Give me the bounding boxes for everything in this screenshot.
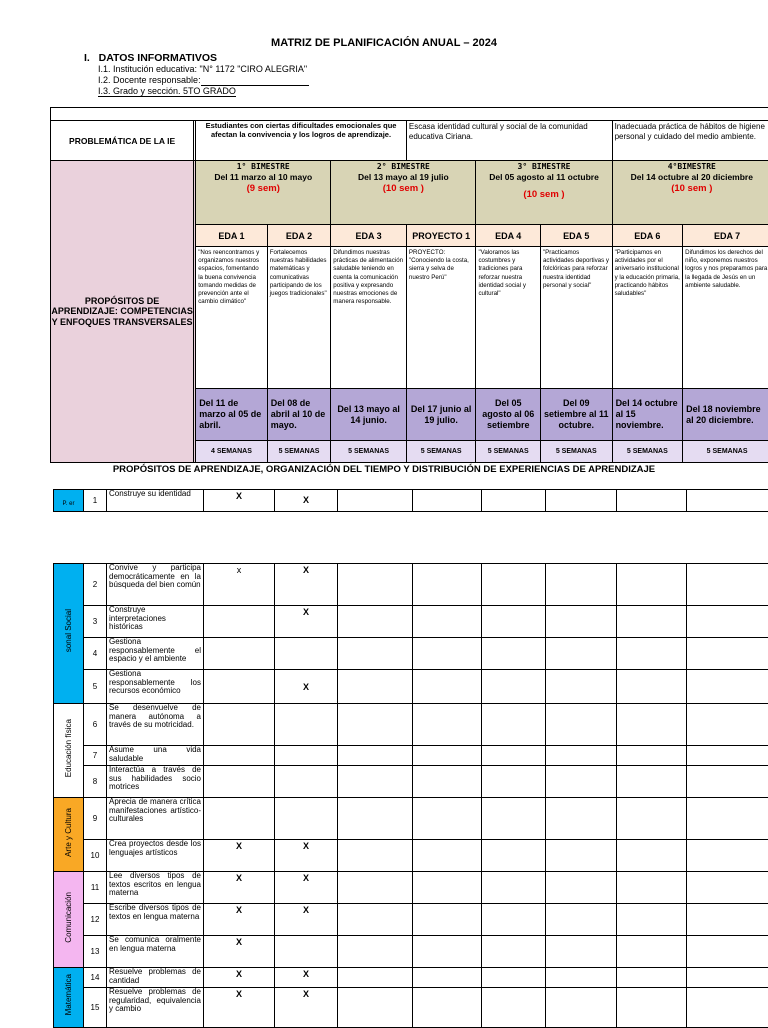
competency-4-number: 4 <box>84 638 107 670</box>
competency-1-number: 1 <box>84 490 107 512</box>
competency-2-number: 2 <box>84 564 107 606</box>
competency-13-number: 13 <box>84 936 107 968</box>
competency-13-eda-1-mark: X <box>204 936 275 968</box>
competency-2-text: Convive y participa democráticamente en la búsqueda del bien común <box>107 564 204 606</box>
competency-11-number: 11 <box>84 872 107 904</box>
eda-7-header: EDA 7 <box>683 225 768 247</box>
proyecto-1-purpose: PROYECTO: "Conociendo la costa, sierra y selva de nuestro Perú" <box>406 247 476 389</box>
area-comunicacion-label: Comunicación <box>64 892 73 943</box>
competency-7-text: Asume una vida saludable <box>107 746 204 766</box>
eda-1-weeks: 4 SEMANAS <box>196 441 268 463</box>
competency-6-number: 6 <box>84 704 107 746</box>
eda-4-header: EDA 4 <box>476 225 541 247</box>
document-title: MATRIZ DE PLANIFICACIÓN ANUAL – 2024 <box>0 37 768 49</box>
competency-14-eda-2-mark: X <box>275 968 338 988</box>
competency-10-text: Crea proyectos desde los lenguajes artísticos <box>107 840 204 872</box>
eda-4-weeks: 5 SEMANAS <box>476 441 541 463</box>
competency-12-eda-2-mark: X <box>275 904 338 936</box>
problem-identity: Escasa identidad cultural y social de la comunidad educativa Ciriana. <box>406 121 612 161</box>
competency-table-top <box>53 489 768 512</box>
competency-3-number: 3 <box>84 606 107 638</box>
eda-7-dates: Del 18 noviembre al 20 diciembre. <box>683 389 768 441</box>
eda-2-dates: Del 08 de abril al 10 de mayo. <box>267 389 331 441</box>
area-personal-social-top <box>54 490 84 512</box>
proyecto-1-weeks: 5 SEMANAS <box>406 441 476 463</box>
competency-6-text: Se desenvuelve de manera autónoma a través de su motricidad. <box>107 704 204 746</box>
competency-5-eda-2-mark: X <box>275 670 338 704</box>
competency-7-number: 7 <box>84 746 107 766</box>
proyecto-1-dates: Del 17 junio al 19 julio. <box>406 389 476 441</box>
bimestre-2-weeks: (10 sem ) <box>331 184 475 194</box>
bimestre-1-title: 1° BIMESTRE <box>196 162 330 172</box>
competency-12-eda-1-mark: X <box>204 904 275 936</box>
bimestre-3-range: Del 05 agosto al 11 octubre <box>476 172 611 182</box>
competency-12-number: 12 <box>84 904 107 936</box>
info-teacher <box>98 75 309 86</box>
info-institution: I.1. Institución educativa: "N° 1172 "CIRO ALEGRIA" <box>98 64 307 75</box>
eda-3-dates: Del 13 mayo al 14 junio. <box>331 389 407 441</box>
bimestre-2-range: Del 13 mayo al 19 julio <box>331 172 475 182</box>
teacher-blank-line <box>201 77 309 86</box>
competency-15-eda-2-mark: X <box>275 988 338 1028</box>
eda-6-purpose: "Participamos en actividades por el aniversario institucional y la educación primaria, practicando hábitos saludables" <box>612 247 683 389</box>
eda-1-dates: Del 11 de marzo al 05 de abril. <box>196 389 268 441</box>
competency-10-number: 10 <box>84 840 107 872</box>
area-matematica-label: Matemática <box>64 974 73 1015</box>
area-personal-social-label: sonal Social <box>64 609 73 652</box>
competency-14-text: Resuelve problemas de cantidad <box>107 968 204 988</box>
bimestre-3 <box>476 161 612 225</box>
competency-15-eda-1-mark: X <box>204 988 275 1028</box>
competency-2-eda-2-mark: X <box>275 564 338 606</box>
competency-12-text: Escribe diversos tipos de textos en lengua materna <box>107 904 204 936</box>
competency-5-number: 5 <box>84 670 107 704</box>
eda-2-weeks: 5 SEMANAS <box>267 441 331 463</box>
area-personal-social <box>54 564 84 704</box>
bimestre-3-weeks: (10 sem ) <box>476 190 611 200</box>
eda-6-dates: Del 14 octubre al 15 noviembre. <box>612 389 683 441</box>
competency-table <box>53 563 768 1028</box>
competency-3-text: Construye interpretaciones históricas <box>107 606 204 638</box>
info-teacher-label: I.2. Docente responsable: <box>98 75 201 85</box>
competency-5-text: Gestiona responsablemente los recursos económico <box>107 670 204 704</box>
competency-8-text: Interactúa a través de sus habilidades socio motrices <box>107 766 204 798</box>
competency-10-eda-1-mark: X <box>204 840 275 872</box>
bimestre-1 <box>196 161 331 225</box>
competency-8-number: 8 <box>84 766 107 798</box>
bimestre-4-title: 4°BIMESTRE <box>613 162 768 172</box>
competency-13-text: Se comunica oralmente en lengua materna <box>107 936 204 968</box>
area-educacion-fisica-label: Educación física <box>64 719 73 777</box>
section-heading <box>84 52 217 64</box>
section-number: I. <box>84 52 90 64</box>
problem-emotional: Estudiantes con ciertas dificultades emocionales que afectan la convivencia y los logros de aprendizaje. <box>196 121 407 161</box>
bimestre-4-range: Del 14 octubre al 20 diciembre <box>613 172 768 182</box>
eda-7-purpose: Difundimos los derechos del niño, exponemos nuestros logros y nos preparamos para la llegada de Jesús en un ambiente saludable. <box>683 247 768 389</box>
section-label: DATOS INFORMATIVOS <box>99 52 217 64</box>
eda-6-weeks: 5 SEMANAS <box>612 441 683 463</box>
eda-5-dates: Del 09 setiembre al 11 octubre. <box>540 389 612 441</box>
info-grade <box>98 86 236 97</box>
bimestre-2-title: 2° BIMESTRE <box>331 162 475 172</box>
eda-7-weeks: 5 SEMANAS <box>683 441 768 463</box>
problematica-label: PROBLEMÁTICA DE LA IE <box>51 121 194 161</box>
area-arte-cultura <box>54 798 84 872</box>
competency-11-eda-1-mark: X <box>204 872 275 904</box>
eda-3-purpose: Difundimos nuestras prácticas de alimentación saludable teniendo en cuenta la comunicación positiva y expresando nuestras emociones de manera responsable. <box>331 247 407 389</box>
planning-table <box>50 107 768 463</box>
eda-3-header: EDA 3 <box>331 225 407 247</box>
eda-2-purpose: Fortalecemos nuestras habilidades matemáticas y comunicativas participando de los juegos tradicionales" <box>267 247 331 389</box>
purposes-label: PROPÓSITOS DE APRENDIZAJE: COMPETENCIAS Y ENFOQUES TRANSVERSALES <box>51 161 194 463</box>
eda-1-purpose: "Nos reencontramos y organizamos nuestros espacios, fomentando la buena convivencia tomando medidas de prevención ante el cambio climático" <box>196 247 268 389</box>
competency-11-eda-2-mark: X <box>275 872 338 904</box>
eda-5-header: EDA 5 <box>540 225 612 247</box>
competency-1-eda-2-mark: X <box>275 490 338 512</box>
competency-15-text: Resuelve problemas de regularidad, equivalencia y cambio <box>107 988 204 1028</box>
bimestre-1-range: Del 11 marzo al 10 mayo <box>196 172 330 182</box>
competency-1-eda-1-mark: X <box>204 490 275 512</box>
competency-1-text: Construye su identidad <box>107 490 204 512</box>
area-educacion-fisica <box>54 704 84 798</box>
area-ps-top-label: P. er <box>63 501 75 507</box>
eda-2-header: EDA 2 <box>267 225 331 247</box>
bimestre-4-weeks: (10 sem ) <box>613 184 768 194</box>
competency-14-number: 14 <box>84 968 107 988</box>
info-grade-text: I.3. Grado y sección. 5TO GRADO <box>98 86 236 97</box>
problem-hygiene: Inadecuada práctica de hábitos de higiene personal y cuidado del medio ambiente. <box>612 121 768 161</box>
eda-4-purpose: "Valoramos las costumbres y tradiciones para reforzar nuestra identidad social y cultural" <box>476 247 541 389</box>
eda-4-dates: Del 05 agosto al 06 setiembre <box>476 389 541 441</box>
eda-1-header: EDA 1 <box>196 225 268 247</box>
competency-4-text: Gestiona responsablemente el espacio y el ambiente <box>107 638 204 670</box>
area-comunicacion <box>54 872 84 968</box>
competency-10-eda-2-mark: X <box>275 840 338 872</box>
competency-15-number: 15 <box>84 988 107 1028</box>
competency-11-text: Lee diversos tipos de textos escritos en lengua materna <box>107 872 204 904</box>
eda-5-purpose: "Practicamos actividades deportivas y folclóricas para reforzar nuestra identidad personal y social" <box>540 247 612 389</box>
competency-3-eda-2-mark: X <box>275 606 338 638</box>
bimestre-2 <box>331 161 476 225</box>
eda-5-weeks: 5 SEMANAS <box>540 441 612 463</box>
competency-14-eda-1-mark: X <box>204 968 275 988</box>
proyecto-1-header: PROYECTO 1 <box>406 225 476 247</box>
blank-top-row <box>51 108 768 121</box>
bimestre-4 <box>612 161 768 225</box>
eda-6-header: EDA 6 <box>612 225 683 247</box>
competency-9-text: Aprecia de manera crítica manifestaciones artístico-culturales <box>107 798 204 840</box>
bimestre-1-weeks: (9 sem) <box>196 184 330 194</box>
section-subtitle: PROPÓSITOS DE APRENDIZAJE, ORGANIZACIÓN DEL TIEMPO Y DISTRIBUCIÓN DE EXPERIENCIAS DE APRENDIZAJE <box>0 464 768 475</box>
area-matematica <box>54 968 84 1028</box>
area-arte-cultura-label: Arte y Cultura <box>64 808 73 857</box>
eda-3-weeks: 5 SEMANAS <box>331 441 407 463</box>
competency-9-number: 9 <box>84 798 107 840</box>
competency-2-eda-1-mark: x <box>204 564 275 606</box>
bimestre-3-title: 3° BIMESTRE <box>476 162 611 172</box>
